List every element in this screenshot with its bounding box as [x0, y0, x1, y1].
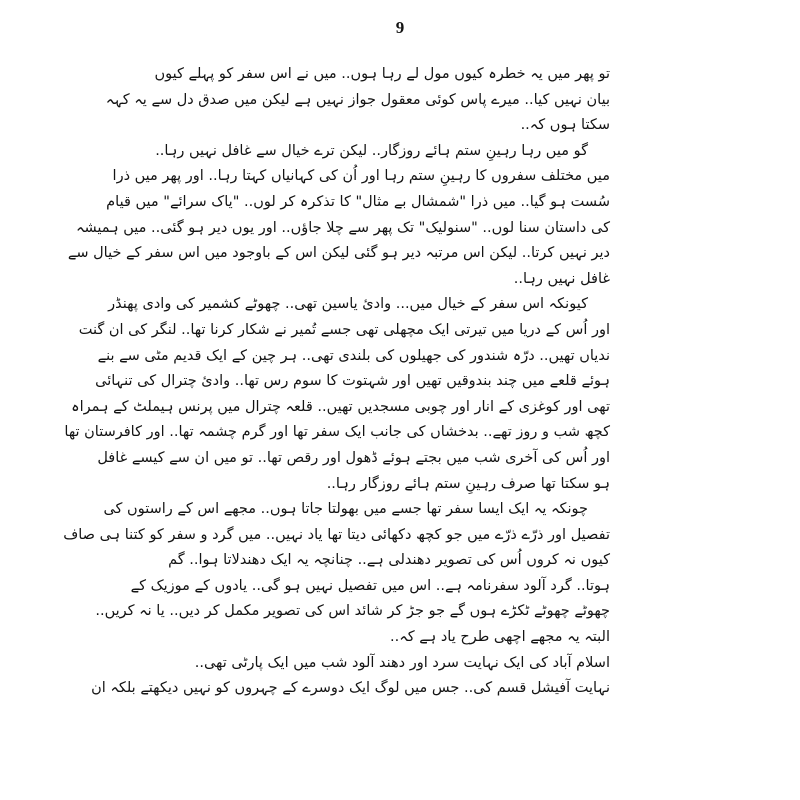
text-line: تفصیل اور ذرّے ذرّے میں جو کچھ دکھائی دیتا تھا یاد نہیں.. میں گرد و سفر کو کتنا ہی صاف	[63, 526, 610, 543]
text-line: میں مختلف سفروں کا رہینِ ستم رہا اور اُن کی کہانیاں کہتا رہا.. اور پھر میں ذرا	[112, 168, 610, 185]
text-line: کی داستان سنا لوں.. "سنولیک" تک پھر سے چلا جاؤں.. اور یوں دیر ہو گئی.. میں ہمیشہ	[75, 219, 610, 236]
text-line: گو میں رہا رہینِ ستم ہائے روزگار.. لیکن ترے خیال سے غافل نہیں رہا..	[155, 142, 588, 159]
text-line: ندیاں تھیں.. درّہ شندور کی جھیلوں کی بلندی تھی.. ہر چین کے ایک قدیم مٹی سے بنے	[97, 347, 610, 364]
text-line: تھی اور کوغزی کے انار اور چوبی مسجدیں تھیں.. قلعہ چترال میں پرنس ہیملٹ کے ہمراہ	[71, 398, 610, 415]
text-line: ہوتا.. گرد آلود سفرنامہ ہے.. اس میں تفصیل نہیں ہو گی.. یادوں کے موزیک کے	[130, 577, 610, 594]
body-text	[63, 62, 610, 702]
text-line: اور اُس کی آخری شب میں بجتے ہوئے ڈھول اور رقص تھا.. تو میں ان سے کیسے غافل	[97, 449, 610, 466]
text-line: ہو سکتا تھا صرف رہینِ ستم ہائے روزگار رہا..	[326, 475, 610, 492]
text-line: اسلام آباد کی ایک نہایت سرد اور دھند آلود شب میں ایک پارٹی تھی..	[194, 654, 610, 671]
page-number: 9	[395, 18, 405, 37]
text-line: تو پھر میں یہ خطرہ کیوں مول لے رہا ہوں.. میں نے اس سفر کو پہلے کیوں	[154, 66, 610, 82]
text-line: دیر نہیں کرتا.. لیکن اس مرتبہ دیر ہو گئی لیکن اس کے باوجود میں اس سفر کے خیال سے	[67, 245, 610, 262]
text-line: چھوٹے چھوٹے ٹکڑے ہوں گے جو جڑ کر شائد اس کی تصویر مکمل کر دیں.. یا نہ کریں..	[95, 603, 610, 620]
text-line: کچھ شب و روز تھے.. بدخشاں کی جانب ایک سفر تھا اور گرم چشمہ تھا.. اور کافرستان تھا	[64, 424, 610, 441]
text-line: چونکہ یہ ایک ایسا سفر تھا جسے میں بھولتا جاتا ہوں.. مجھے اس کے راستوں کی	[103, 501, 588, 518]
text-line: غافل نہیں رہا..	[513, 270, 610, 287]
text-line: ہوئے قلعے میں چند بندوقیں تھیں اور شہتوت کا سوم رس تھا.. وادیٔ چترال کی تنہائی	[95, 373, 610, 390]
text-line: کیونکہ اس سفر کے خیال میں... وادیٔ یاسین تھی.. چھوٹے کشمیر کی وادی پھنڈر	[108, 296, 588, 313]
text-line: اور اُس کے دریا میں تیرتی ایک مچھلی تھی جسے تُمیر نے شکار کرنا تھا.. لنگر کی ان گنت	[78, 321, 610, 338]
text-line: سکتا ہوں کہ..	[520, 117, 610, 134]
text-line: البتہ یہ مجھے اچھی طرح یاد ہے کہ..	[390, 629, 610, 646]
text-line: بیان نہیں کیا.. میرے پاس کوئی معقول جواز نہیں ہے لیکن میں صدق دل سے یہ کہہ	[105, 91, 610, 108]
text-line: کیوں نہ کروں اُس کی تصویر دھندلی ہے.. چنانچہ یہ ایک دھندلاتا ہوا.. گم	[168, 552, 610, 569]
text-line: سُست ہو گیا.. میں ذرا "شمشال بے مثال" کا تذکرہ کر لوں.. "یاک سرائے" میں قیام	[106, 193, 610, 210]
text-line: نہایت آفیشل قسم کی.. جس میں لوگ ایک دوسرے کے چہروں کو نہیں دیکھتے بلکہ ان	[91, 680, 610, 697]
